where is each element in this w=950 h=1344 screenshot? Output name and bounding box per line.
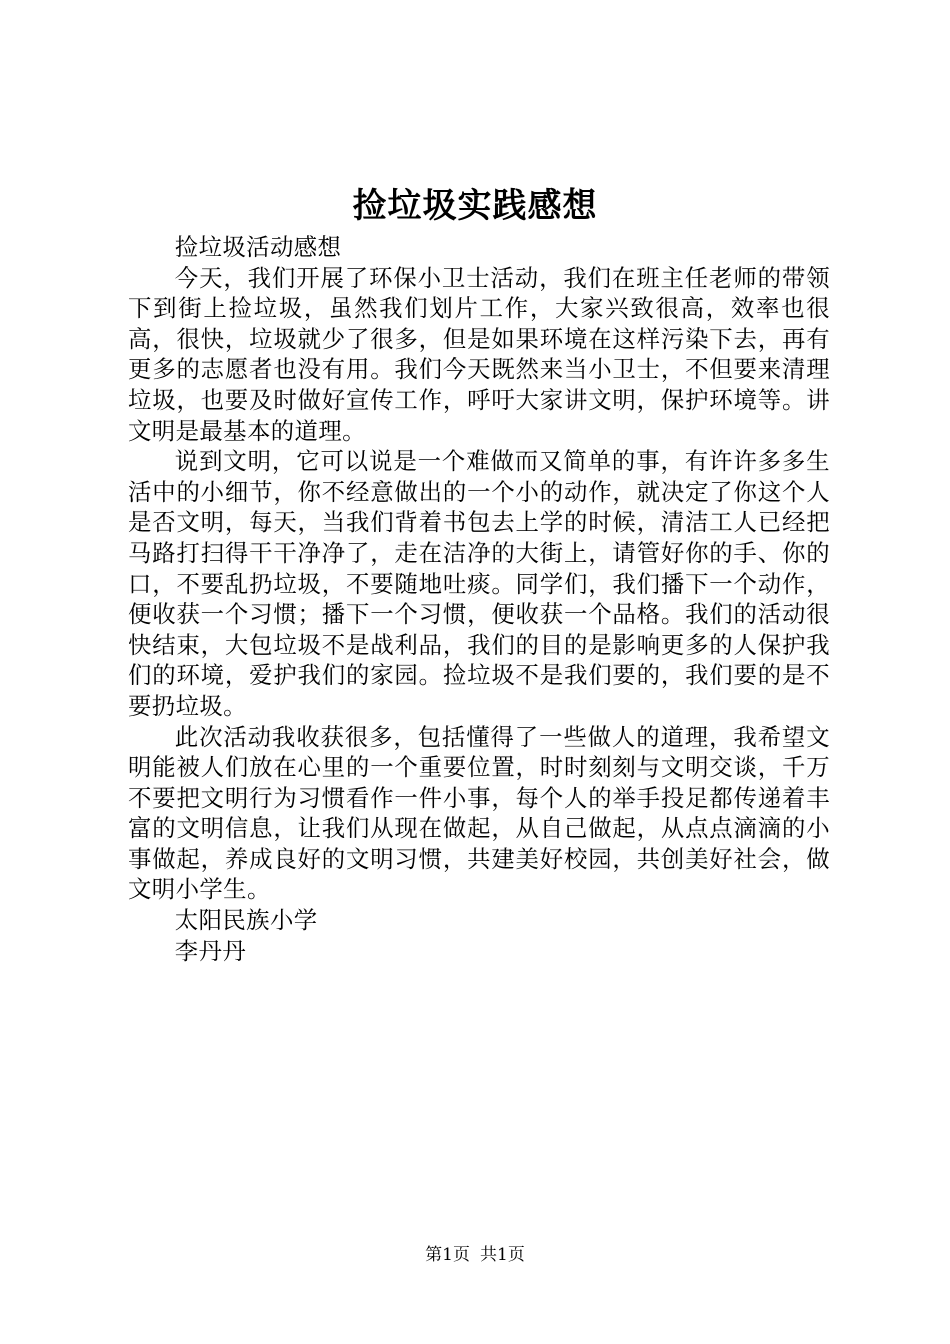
- page-footer: [0, 1243, 950, 1267]
- document-subtitle: 捡垃圾活动感想: [174, 233, 342, 261]
- document-title: 捡垃圾实践感想: [352, 186, 598, 226]
- author-name: 李丹丹: [174, 936, 247, 965]
- school-name: 太阳民族小学: [174, 906, 318, 935]
- page-total: 共1页: [480, 1245, 525, 1265]
- paragraph-2: 说到文明，它可以说是一个难做而又简单的事，有许许多多生活中的小细节，你不经意做出的一个小的动作，就决定了你这个人是否文明，每天，当我们背着书包去上学的时候，清洁工人已经把马路打扫得干干净净了，走在洁净的大街上，请管好你的手、你的口，不要乱扔垃圾，不要随地吐痰。同学们，我们播下一个动作，便收获一个习惯；播下一个习惯，便收获一个品格。我们的活动很快结束，大包垃圾不是战利品，我们的目的是影响更多的人保护我们的环境，爱护我们的家园。捡垃圾不是我们要的，我们要的是不要扔垃圾。: [128, 447, 830, 720]
- paragraph-3: 此次活动我收获很多，包括懂得了一些做人的道理，我希望文明能被人们放在心里的一个重要位置，时时刻刻与文明交谈，千万不要把文明行为习惯看作一件小事，每个人的举手投足都传递着丰富的文明信息，让我们从现在做起，从自己做起，从点点滴滴的小事做起，养成良好的文明习惯，共建美好校园，共创美好社会，做文明小学生。: [128, 722, 830, 904]
- paragraph-1: 今天，我们开展了环保小卫士活动，我们在班主任老师的带领下到街上捡垃圾，虽然我们划片工作，大家兴致很高，效率也很高，很快，垃圾就少了很多，但是如果环境在这样污染下去，再有更多的志愿者也没有用。我们今天既然来当小卫士，不但要来清理垃圾，也要及时做好宣传工作，呼吁大家讲文明，保护环境等。讲文明是最基本的道理。: [128, 263, 830, 445]
- page-number: 第1页: [425, 1245, 470, 1265]
- document-body: [128, 232, 830, 966]
